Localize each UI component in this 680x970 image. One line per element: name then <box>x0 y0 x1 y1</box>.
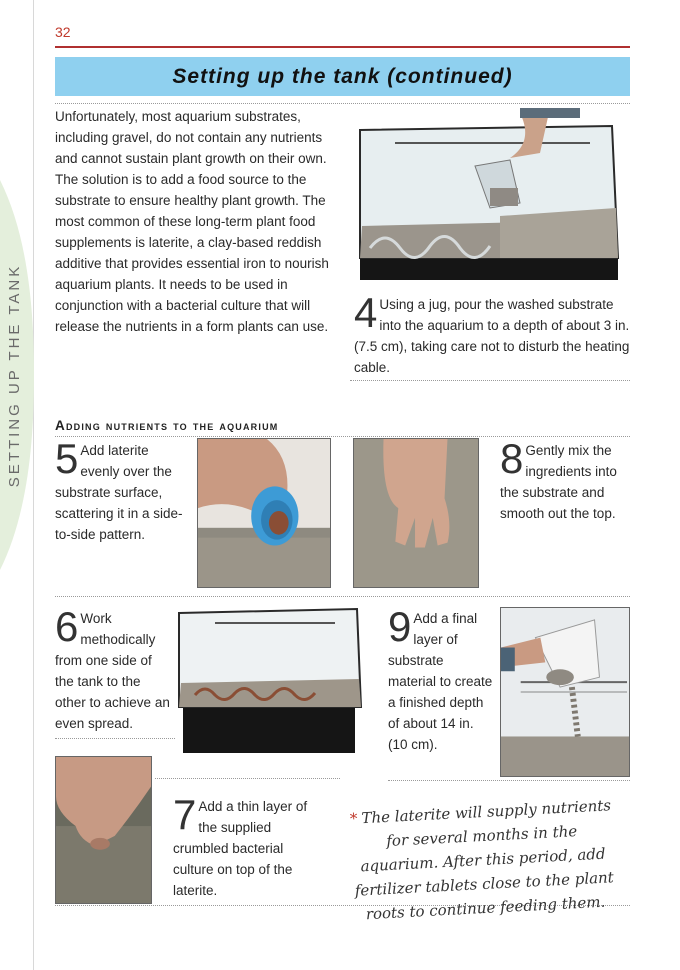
step-5-text: Add laterite evenly over the substrate surface, scattering it in a side-to-side pattern. <box>55 443 183 542</box>
row2-dotted-rule <box>55 738 175 739</box>
step-7-number: 7 <box>173 791 197 838</box>
photo-spreading-laterite <box>175 605 365 755</box>
step-5-number: 5 <box>55 435 79 482</box>
page-title: Setting up the tank (continued) <box>172 64 513 88</box>
title-bar <box>55 57 630 96</box>
step-8-number: 8 <box>500 435 524 482</box>
step-9-text: Add a final layer of substrate material to create a finished depth of about 14 in. (10 cm). <box>388 611 493 752</box>
title-dotted-rule <box>55 103 630 104</box>
page-number: 32 <box>55 24 71 40</box>
intro-paragraph: Unfortunately, most aquarium substrates, including gravel, do not contain any nutrients and cannot sustain plant growth on their own. The solution is to add a food source to the substrate to ensure healthy plant growth. The most common of these long-term plant food supplements is laterite, a clay-based reddish additive that provides essential iron to nourish aquarium plants. It needs to be used in conjunction with a bacterial culture that will release the nutrients in a form plants can use. <box>55 109 329 334</box>
photo-pouring-substrate <box>350 108 630 283</box>
step-5 <box>55 435 190 545</box>
step-8 <box>500 435 630 524</box>
step-4-text: Using a jug, pour the washed substrate into the aquarium to a depth of about 3 in. (7.5 cm), taking care not to disturb the heating cable. <box>354 297 630 375</box>
step-7 <box>173 791 308 901</box>
step-4 <box>354 289 630 378</box>
step-6-text: Work methodically from one side of the tank to the other to achieve an even spread. <box>55 611 170 731</box>
step-8-text: Gently mix the ingredients into the substrate and smooth out the top. <box>500 443 617 521</box>
step-7-text: Add a thin layer of the supplied crumbled bacterial culture on top of the laterite. <box>173 799 308 898</box>
note-text: The laterite will supply nutrients for several months in the aquarium. After this period, add fertilizer tablets close to the plant roots to continue feeding them. <box>354 796 615 924</box>
side-tab-label: SETTING UP THE TANK <box>6 263 24 487</box>
handwritten-note <box>345 793 621 927</box>
step-6-number: 6 <box>55 603 79 650</box>
row3-dotted-rule <box>155 778 340 779</box>
header-rule <box>55 46 630 48</box>
step-6 <box>55 603 170 734</box>
row2-dotted-rule-right <box>388 780 630 781</box>
photo-mixing-substrate <box>353 438 479 588</box>
section-heading: Adding nutrients to the aquarium <box>55 418 279 433</box>
row1-dotted-rule-a <box>55 596 630 597</box>
photo-adding-laterite <box>197 438 331 588</box>
photo-bacterial-culture <box>55 756 152 904</box>
photo-final-layer <box>500 607 630 777</box>
step-9-number: 9 <box>388 603 412 650</box>
section-dotted-rule <box>55 436 630 437</box>
note-star: * <box>349 809 358 828</box>
step-4-number: 4 <box>354 289 378 336</box>
step-9 <box>388 603 494 755</box>
top-section-dotted-rule <box>350 380 630 381</box>
